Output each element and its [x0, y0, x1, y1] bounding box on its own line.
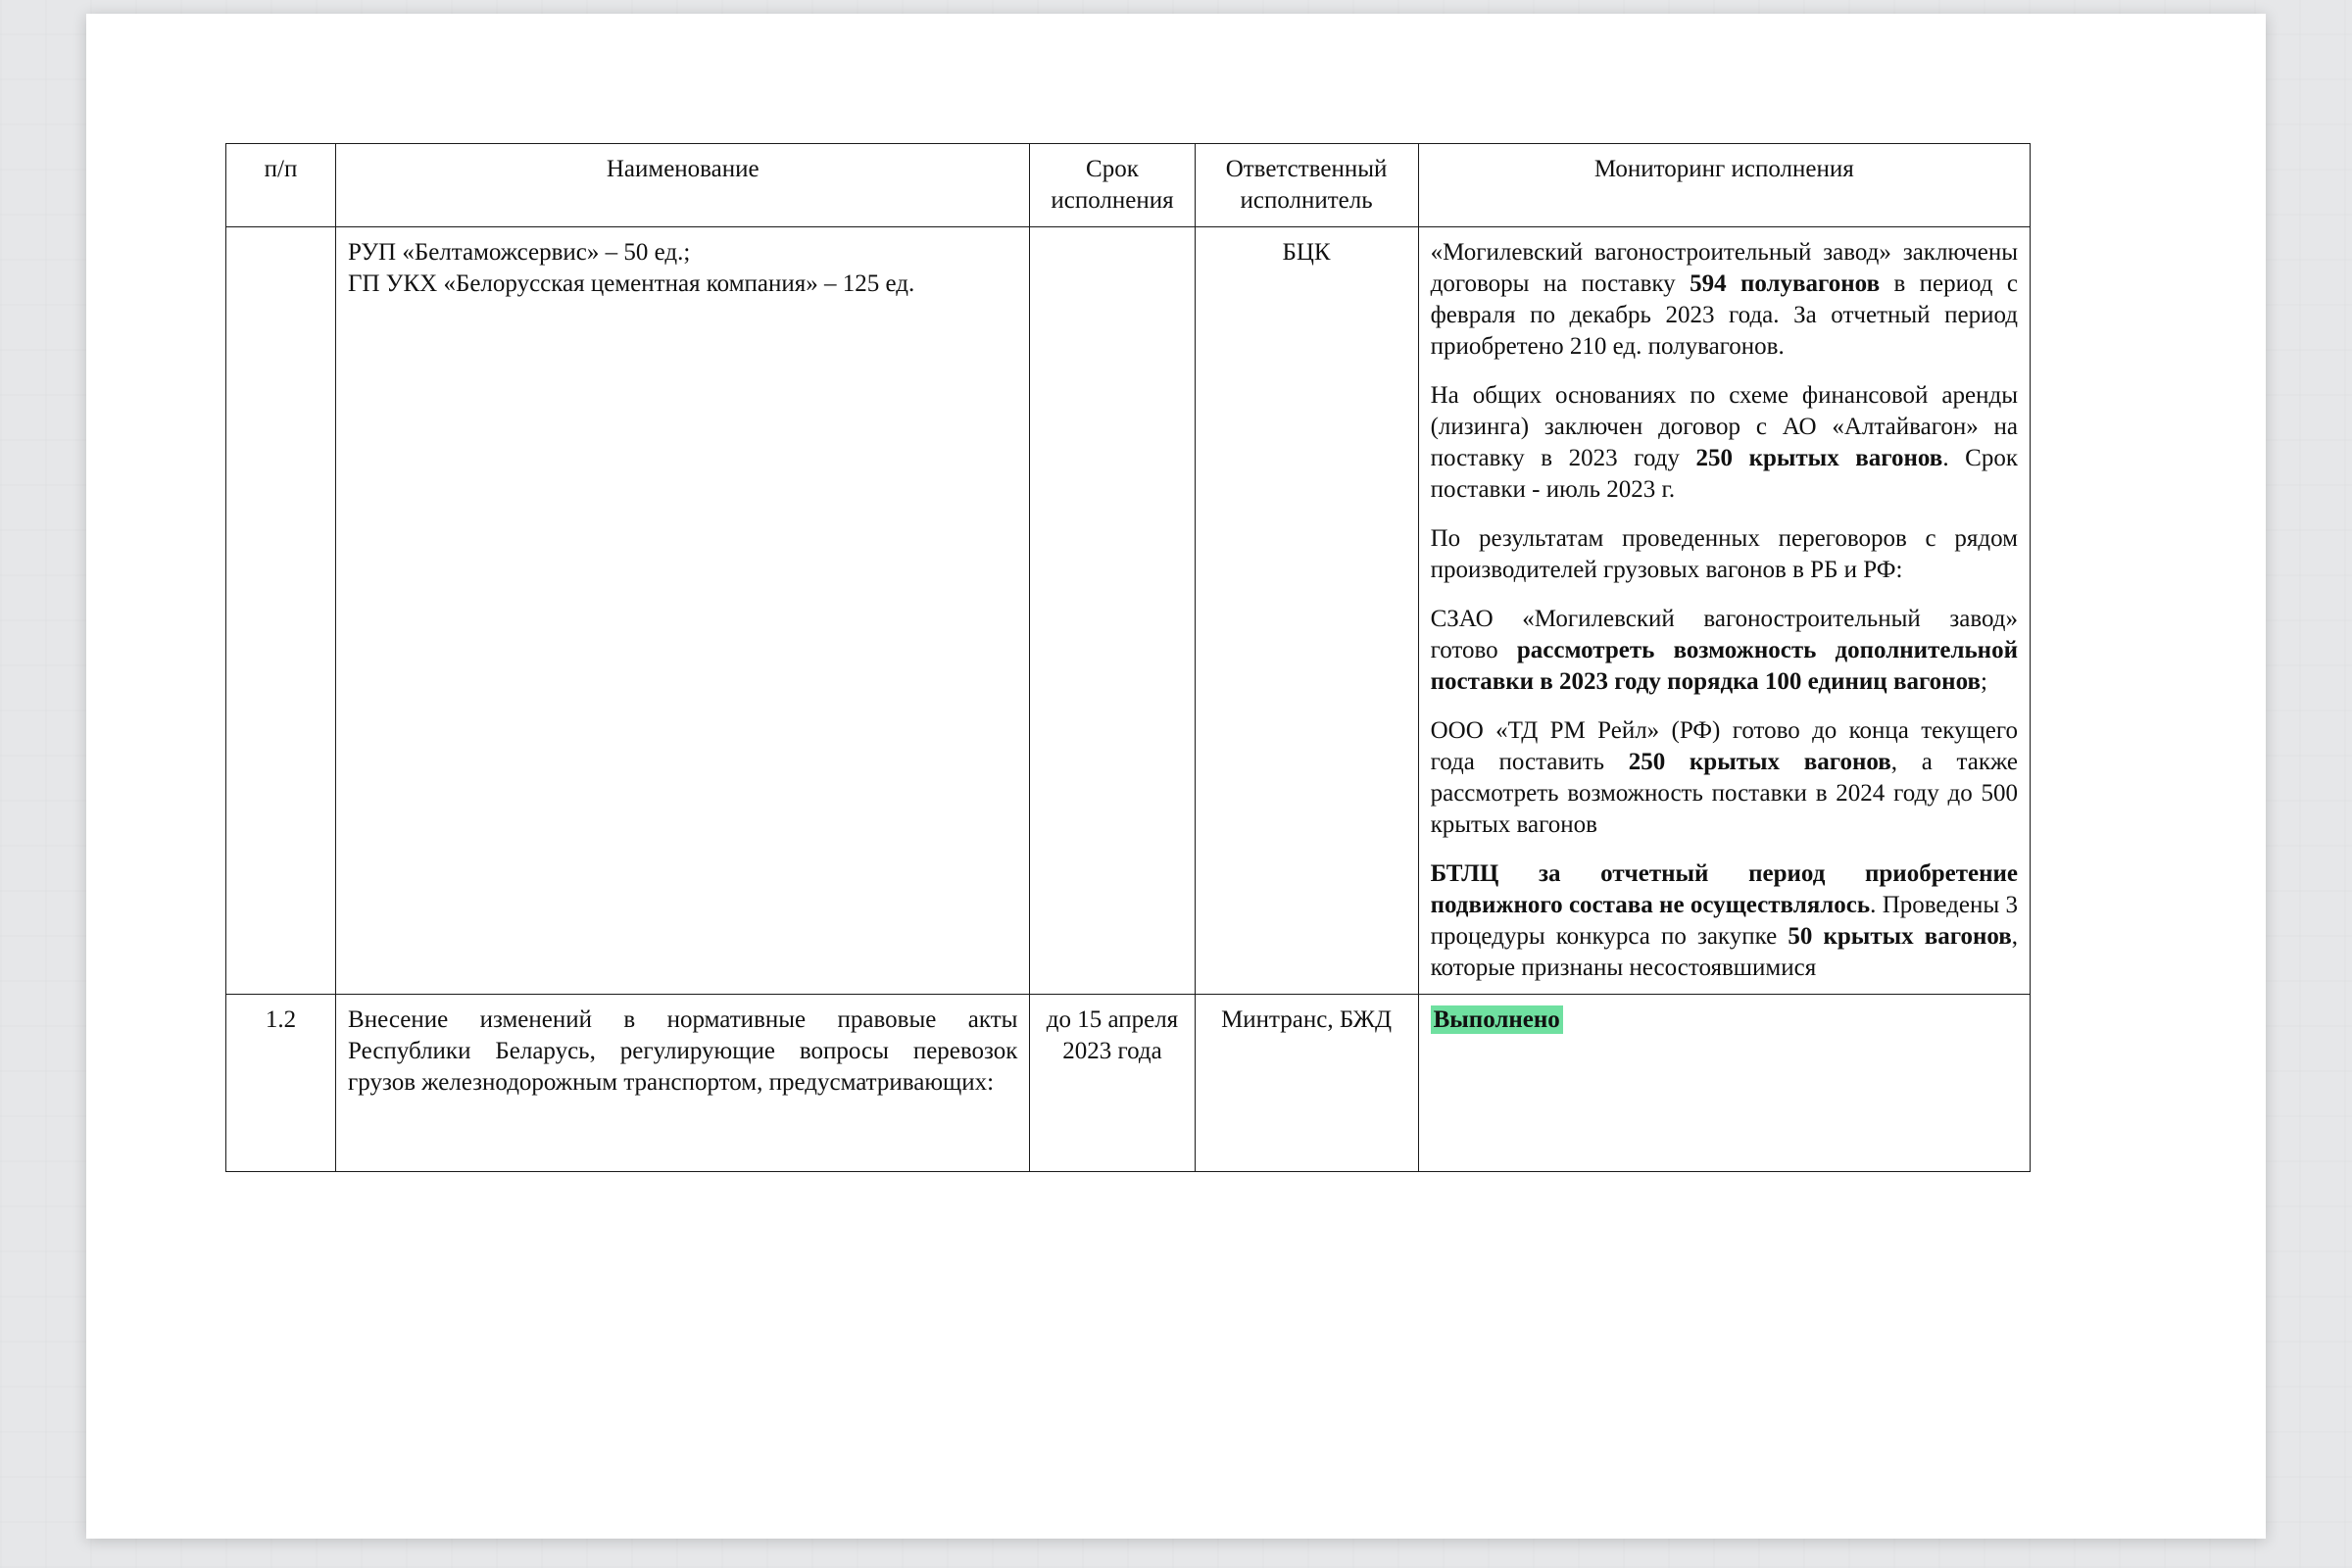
emphasis-text: БТЛЦ за отчетный период приобретение подвижного состава не осуществлялось: [1430, 860, 2018, 918]
header-monitoring: Мониторинг исполнения: [1418, 144, 2030, 227]
name-line: ГП УКХ «Белорусская цементная компания» – 125 ед.: [348, 270, 915, 297]
emphasis-text: 50 крытых вагонов: [1788, 923, 2012, 950]
row-responsible-cell: БЦК: [1195, 227, 1418, 995]
execution-monitoring-table: [225, 143, 2031, 1172]
monitoring-paragraph: [1431, 523, 2018, 586]
row-monitoring-cell: [1418, 995, 2030, 1172]
body-text: По результатам проведенных переговоров с рядом производителей грузовых вагонов в РБ и РФ:: [1430, 525, 2018, 583]
emphasis-text: 250 крытых вагонов: [1628, 749, 1891, 775]
table-container: [225, 143, 2031, 1172]
body-text: . Срок поставки - июль 2023 г.: [1430, 445, 2018, 503]
header-name: Наименование: [336, 144, 1030, 227]
body-text: На общих основаниях по схеме финансовой аренды (лизинга) заключен договор с АО «Алтайвагон» на поставку в 2023 году: [1430, 382, 2018, 471]
body-text: «Могилевский вагоностроительный завод» заключены договоры на поставку: [1430, 239, 2018, 297]
table-row: [226, 995, 2031, 1172]
body-text: в период с февраля по декабрь 2023 года. За отчетный период приобретено 210 ед. полувагонов.: [1430, 270, 2018, 360]
monitoring-paragraph: [1431, 237, 2018, 363]
body-text: ;: [1980, 668, 1987, 695]
row-term-cell: [1030, 227, 1195, 995]
monitoring-text: [1431, 237, 2018, 984]
row-responsible-cell: Минтранс, БЖД: [1195, 995, 1418, 1172]
status-badge: Выполнено: [1431, 1005, 1563, 1034]
emphasis-text: рассмотреть возможность дополнительной поставки в 2023 году порядка 100 единиц вагонов: [1430, 637, 2018, 695]
emphasis-text: 250 крытых вагонов: [1695, 445, 1943, 471]
header-term: Срок исполнения: [1030, 144, 1195, 227]
emphasis-text: 594 полувагонов: [1690, 270, 1881, 297]
monitoring-paragraph: [1431, 380, 2018, 506]
table-header-row: [226, 144, 2031, 227]
body-text: ООО «ТД РМ Рейл» (РФ) готово до конца текущего года поставить: [1430, 717, 2018, 775]
row-monitoring-cell: [1418, 227, 2030, 995]
body-text: СЗАО «Могилевский вагоностроительный завод» готово: [1430, 606, 2018, 663]
body-text: , а также рассмотреть возможность поставки в 2024 году до 500 крытых вагонов: [1430, 749, 2018, 838]
name-line: РУП «Белтаможсервис» – 50 ед.;: [348, 239, 691, 266]
header-number: п/п: [226, 144, 336, 227]
row-name-cell: Внесение изменений в нормативные правовые акты Республики Беларусь, регулирующие вопросы перевозок грузов железнодорожным транспортом, предусматривающих:: [336, 995, 1030, 1172]
monitoring-paragraph: [1431, 604, 2018, 698]
monitoring-paragraph: [1431, 858, 2018, 984]
row-term-cell: до 15 апреля 2023 года: [1030, 995, 1195, 1172]
header-responsible: Ответственный исполнитель: [1195, 144, 1418, 227]
body-text: . Проведены 3 процедуры конкурса по закупке: [1430, 892, 2018, 950]
table-row: [226, 227, 2031, 995]
body-text: , которые признаны несостоявшимися: [1430, 923, 2019, 981]
document-page: [86, 14, 2266, 1539]
monitoring-paragraph: [1431, 715, 2018, 841]
row-number-cell: 1.2: [226, 995, 336, 1172]
row-name-cell: [336, 227, 1030, 995]
row-number-cell: [226, 227, 336, 995]
